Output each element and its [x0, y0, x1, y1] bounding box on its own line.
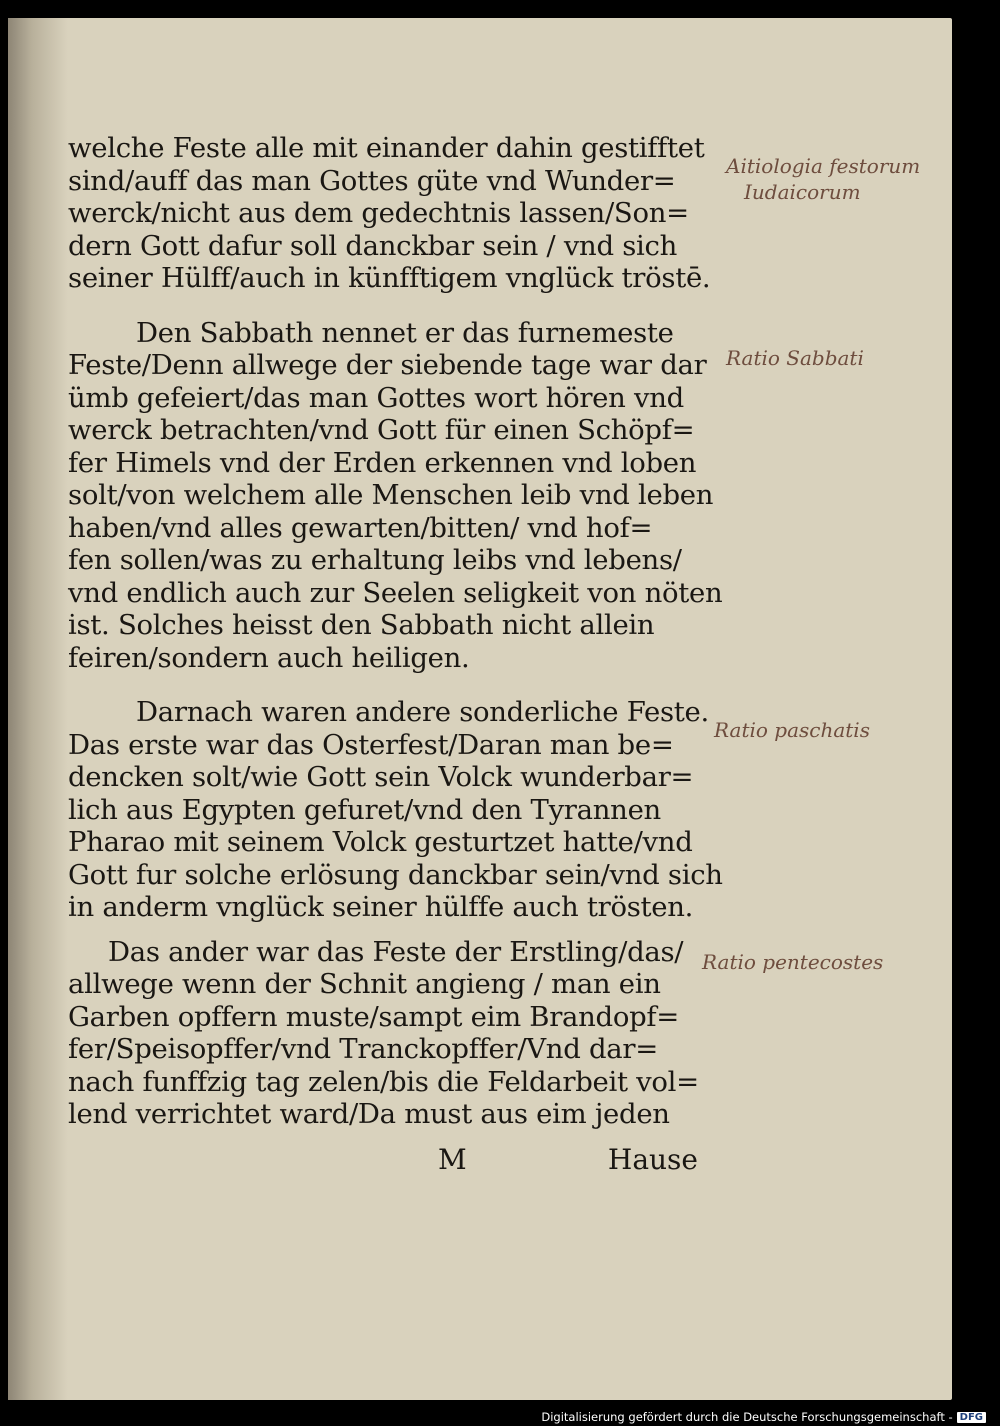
text-line: Feste/Denn allwege der siebende tage war dar [68, 349, 707, 381]
signature-mark: M [438, 1143, 467, 1176]
text-line: lich aus Egypten gefuret/vnd den Tyrannen [68, 793, 661, 826]
text-line: ist. Solches heisst den Sabbath nicht allein [68, 609, 655, 641]
paragraph-3 [68, 696, 723, 924]
text-line: Das ander war das Feste der Erstling/das/ [108, 935, 684, 968]
text-line: feiren/sondern auch heiligen. [68, 641, 470, 674]
paragraph-2 [68, 316, 723, 675]
text-line: Darnach waren andere sonderliche Feste. [136, 696, 709, 728]
text-line: in anderm vnglück seiner hülffe auch trösten. [68, 891, 694, 923]
margin-note-3: Ratio paschatis [714, 718, 870, 742]
text-line: Garben opffern muste/sampt eim Brandopf= [68, 1000, 680, 1033]
text-line: nach funffzig tag zelen/bis die Feldarbeit vol= [68, 1065, 699, 1098]
text-line: lend verrichtet ward/Da must aus eim jeden [68, 1098, 670, 1130]
book-page [8, 18, 952, 1400]
text-line: Gott fur solche erlösung danckbar sein/vnd sich [68, 858, 723, 891]
text-line: vnd endlich auch zur Seelen seligkeit von nöten [68, 576, 723, 609]
text-line: welche Feste alle mit einander dahin gestifftet [68, 132, 705, 164]
text-line: fer/Speisopffer/vnd Tranckopffer/Vnd dar= [68, 1033, 658, 1065]
margin-note-1: Aitiologia festorum [726, 154, 921, 178]
paragraph-1 [68, 132, 711, 295]
text-line: Den Sabbath nennet er das furnemeste [136, 316, 674, 349]
text-line: Das erste war das Osterfest/Daran man be= [68, 728, 674, 761]
page-footer-line [438, 1143, 698, 1176]
text-line: allwege wenn der Schnit angieng / man ein [68, 968, 661, 1000]
digitization-footer [541, 1410, 986, 1424]
funding-credit: Digitalisierung gefördert durch die Deutsche Forschungsgemeinschaft - [541, 1410, 953, 1424]
text-line: werck/nicht aus dem gedechtnis lassen/Son= [68, 197, 689, 229]
margin-note-2: Ratio Sabbati [726, 346, 864, 370]
main-text-block [68, 132, 723, 1153]
text-line: Pharao mit seinem Volck gesturtzet hatte/vnd [68, 826, 693, 858]
text-line: solt/von welchem alle Menschen leib vnd leben [68, 479, 714, 511]
text-line: dencken solt/wie Gott sein Volck wunderbar= [68, 761, 694, 793]
text-line: dern Gott dafur soll danckbar sein / vnd sich [68, 229, 678, 262]
text-line: seiner Hülff/auch in künfftigem vnglück tröstē. [68, 262, 711, 294]
text-line: werck betrachten/vnd Gott für einen Schöpf= [68, 414, 695, 446]
text-line: haben/vnd alles gewarten/bitten/ vnd hof= [68, 511, 653, 544]
margin-note-1-line-2: Iudaicorum [744, 180, 861, 204]
dfg-logo-icon: DFG [957, 1412, 986, 1423]
text-line: fer Himels vnd der Erden erkennen vnd loben [68, 446, 697, 479]
text-line: sind/auff das man Gottes güte vnd Wunder= [68, 164, 676, 197]
margin-note-4: Ratio pentecostes [702, 950, 884, 974]
text-line: ümb gefeiert/das man Gottes wort hören vnd [68, 381, 684, 414]
page-gutter-shadow [8, 18, 68, 1400]
paragraph-4 [68, 936, 708, 1131]
catchword: Hause [607, 1143, 698, 1176]
text-line: fen sollen/was zu erhaltung leibs vnd lebens/ [68, 544, 682, 576]
